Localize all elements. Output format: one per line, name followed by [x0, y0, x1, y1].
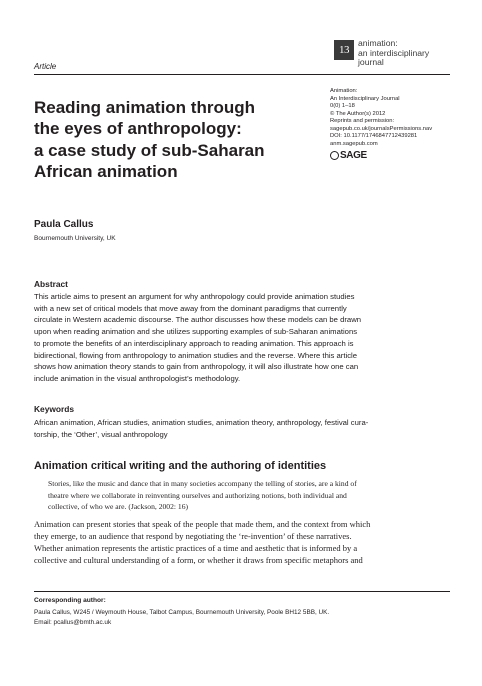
sage-circle-icon	[330, 151, 339, 160]
quote-line: theatre where we collaborate in reinventing ourselves and authorizing notions, both individual and	[48, 490, 347, 500]
abstract-line: with a new set of critical models that move away from the dominant paradigms that currently	[34, 303, 347, 313]
journal-name-line: an interdisciplinary	[358, 47, 430, 58]
corresponding-author-address: Paula Callus, W245 / Weymouth House, Talbot Campus, Bournemouth University, Poole BH12 5BB, UK.	[34, 609, 330, 616]
body-line: they emerge, to an audience that respond by negotiating the ‘re-invention’ of these narratives.	[34, 530, 352, 541]
keywords-heading: Keywords	[34, 404, 75, 414]
quote-line: collective, of who we are. (Jackson, 2002: 16)	[48, 502, 189, 511]
article-title	[34, 97, 304, 182]
meta-line: DOI: 10.1177/1746847712439281	[330, 133, 418, 139]
title-line: a case study of sub-Saharan	[34, 140, 265, 160]
meta-line: 0(0) 1–18	[330, 103, 355, 109]
abstract-line: include animation in the visual anthropologist’s methodology.	[34, 373, 241, 383]
corresponding-author-email[interactable]: Email: pcallus@bmth.ac.uk	[34, 619, 112, 626]
article-type-label: Article	[34, 62, 57, 71]
keywords-line: torship, the ‘Other’, visual anthropology	[34, 429, 168, 439]
section-heading: Animation critical writing and the authoring of identities	[34, 460, 327, 472]
author-affiliation: Bournemouth University, UK	[34, 235, 116, 242]
body-line: Animation can present stories that speak of the people that made them, and the context from which	[34, 519, 371, 529]
abstract-line: to promote the benefits of an interdisciplinary approach to reading animation. This approach is	[34, 338, 354, 348]
body-line: collective and cultural understanding of a form, or whether it draws from specific metaphors and	[34, 554, 363, 565]
journal-name-line: journal	[358, 57, 384, 68]
body-paragraph	[34, 519, 450, 567]
sage-logo-text: SAGE	[340, 150, 367, 161]
header-divider	[34, 74, 450, 75]
meta-line: An Interdisciplinary Journal	[330, 95, 400, 102]
epigraph-quote	[48, 478, 448, 513]
abstract-heading: Abstract	[34, 279, 68, 289]
keywords-body	[34, 417, 450, 440]
abstract-line: This article aims to present an argument for why anthropology could provide animation studies	[34, 292, 355, 301]
body-line: Whether animation represents the artistic practices of a time and aesthetic that is informed by a	[34, 542, 358, 553]
journal-name-line: animation:	[358, 38, 398, 48]
title-line: the eyes of anthropology:	[34, 119, 242, 139]
keywords-line: African animation, African studies, animation studies, animation theory, anthropology, festival cura-	[34, 418, 369, 427]
abstract-line: circulate in Western academic discourse. The author discusses how these models can be drawn	[34, 315, 362, 325]
quote-line: Stories, like the music and dance that in many societies accompany the telling of stories, are a kind of	[48, 479, 357, 488]
abstract-line: bidirectional, flowing from anthropology to animation studies and the reverse. Where this article	[34, 350, 358, 360]
author-name: Paula Callus	[34, 219, 94, 230]
meta-line: © The Author(s) 2012	[330, 110, 386, 117]
meta-line: anm.sagepub.com	[330, 140, 378, 147]
abstract-body	[34, 291, 450, 385]
title-line: Reading animation through	[34, 98, 255, 117]
meta-line: Animation:	[330, 88, 358, 94]
abstract-line: upon when reading animation and she utilizes supporting examples of sub-Saharan animations	[34, 327, 358, 337]
meta-line: Reprints and permission:	[330, 118, 395, 124]
sage-logo	[330, 150, 367, 161]
title-line: African animation	[34, 161, 178, 181]
abstract-line: shows how animation theory stands to gain from anthropology, it will also illustrate how one can	[34, 362, 359, 372]
meta-line: sagepub.co.uk/journalsPermissions.nav	[330, 125, 433, 132]
footer-divider	[34, 591, 450, 592]
journal-logo-icon: 13	[334, 40, 354, 60]
corresponding-author-heading: Corresponding author:	[34, 597, 106, 604]
journal-name	[358, 39, 468, 68]
publication-metadata	[330, 88, 470, 148]
